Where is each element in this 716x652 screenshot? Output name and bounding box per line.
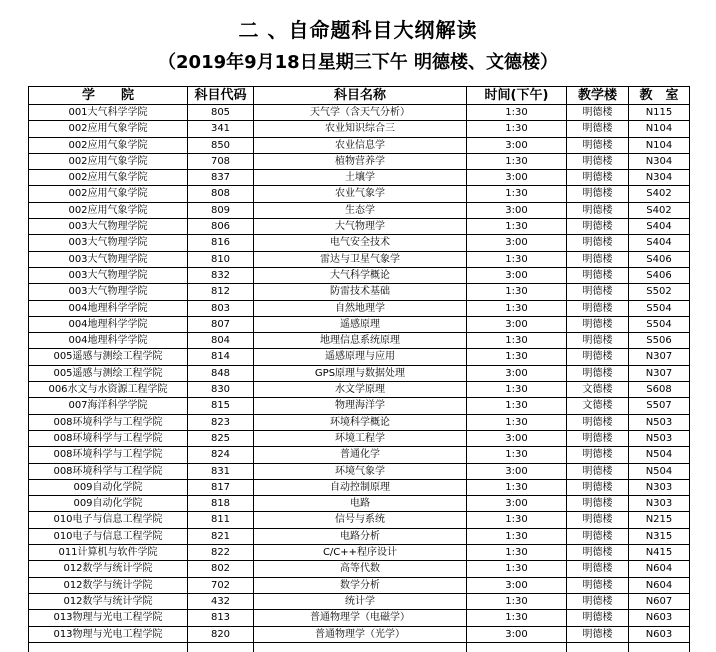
cell-college: 003大气物理学院	[29, 235, 188, 251]
cell-college: 003大气物理学院	[29, 284, 188, 300]
cell-building: 明德楼	[567, 545, 629, 561]
cell-building: 明德楼	[567, 105, 629, 121]
cell-room: S504	[629, 316, 690, 332]
cell-room: S406	[629, 267, 690, 283]
cell-time: 1:30	[467, 414, 567, 430]
cell-college: 009自动化学院	[29, 479, 188, 495]
cell-subject-name: 物理海洋学	[254, 398, 467, 414]
cell-college: 011计算机与软件学院	[29, 545, 188, 561]
cell-time: 1:30	[467, 610, 567, 626]
cell-subject-name: C/C++程序设计	[254, 545, 467, 561]
cell-subject-code: 848	[188, 365, 254, 381]
cell-time: 3:00	[467, 463, 567, 479]
cell-time: 1:30	[467, 219, 567, 235]
cell-time: 3:00	[467, 137, 567, 153]
cell-building: 明德楼	[567, 349, 629, 365]
cell-subject-code: 808	[188, 186, 254, 202]
cell-subject-name: 农业知识综合三	[254, 121, 467, 137]
cell-subject-code: 812	[188, 284, 254, 300]
cell-room: N504	[629, 463, 690, 479]
cell-subject-name: 普通化学	[254, 447, 467, 463]
cell-building: 明德楼	[567, 414, 629, 430]
cell-room: N504	[629, 447, 690, 463]
cell-room: N215	[629, 512, 690, 528]
table-row	[29, 430, 690, 446]
cell-time: 3:00	[467, 430, 567, 446]
cell-time: 1:30	[467, 300, 567, 316]
cell-college: 004地理科学学院	[29, 333, 188, 349]
table-row	[29, 316, 690, 332]
cell-time: 1:30	[467, 186, 567, 202]
cell-subject-name: 电路分析	[254, 528, 467, 544]
cell-subject-code: 825	[188, 430, 254, 446]
cell-room: S402	[629, 202, 690, 218]
cell-building: 明德楼	[567, 626, 629, 642]
cell-room: N104	[629, 137, 690, 153]
table-row	[29, 447, 690, 463]
cell-subject-name: 农业信息学	[254, 137, 467, 153]
cell-time: 3:00	[467, 170, 567, 186]
cell-subject-code: 821	[188, 528, 254, 544]
cell-cutoff	[29, 642, 188, 652]
cell-college: 001大气科学学院	[29, 105, 188, 121]
cell-time: 1:30	[467, 512, 567, 528]
cell-subject-name: 电路	[254, 496, 467, 512]
cell-time: 1:30	[467, 528, 567, 544]
header-room: 教 室	[629, 87, 690, 105]
cell-room: N304	[629, 153, 690, 169]
cell-college: 003大气物理学院	[29, 267, 188, 283]
cell-subject-code: 708	[188, 153, 254, 169]
cell-building: 明德楼	[567, 365, 629, 381]
cell-subject-code: 432	[188, 593, 254, 609]
cell-room: S404	[629, 219, 690, 235]
table-body	[29, 105, 690, 652]
cell-subject-code: 830	[188, 382, 254, 398]
table-row	[29, 496, 690, 512]
cell-college: 009自动化学院	[29, 496, 188, 512]
cell-subject-code: 832	[188, 267, 254, 283]
table-row	[29, 235, 690, 251]
cell-room: S506	[629, 333, 690, 349]
header-subject-name: 科目名称	[254, 87, 467, 105]
cell-room: N304	[629, 170, 690, 186]
cell-subject-code: 810	[188, 251, 254, 267]
cell-subject-code: 823	[188, 414, 254, 430]
cell-college: 002应用气象学院	[29, 137, 188, 153]
table-row	[29, 202, 690, 218]
cell-building: 明德楼	[567, 430, 629, 446]
cell-subject-name: 防雷技术基础	[254, 284, 467, 300]
cell-building: 明德楼	[567, 333, 629, 349]
table-row	[29, 137, 690, 153]
table-row	[29, 121, 690, 137]
cell-subject-name: 数学分析	[254, 577, 467, 593]
cell-subject-name: 高等代数	[254, 561, 467, 577]
cell-room: N604	[629, 561, 690, 577]
cell-time: 3:00	[467, 365, 567, 381]
table-row	[29, 479, 690, 495]
cell-college: 008环境科学与工程学院	[29, 447, 188, 463]
cell-building: 明德楼	[567, 219, 629, 235]
cell-subject-name: 电气安全技术	[254, 235, 467, 251]
cell-subject-name: 土壤学	[254, 170, 467, 186]
header-building: 教学楼	[567, 87, 629, 105]
cell-subject-code: 824	[188, 447, 254, 463]
cell-room: N503	[629, 414, 690, 430]
table-row-cutoff	[29, 642, 690, 652]
cell-room: N115	[629, 105, 690, 121]
cell-subject-code: 816	[188, 235, 254, 251]
cell-building: 明德楼	[567, 496, 629, 512]
cell-subject-name: 生态学	[254, 202, 467, 218]
cell-subject-name: 天气学（含天气分析）	[254, 105, 467, 121]
cell-room: S406	[629, 251, 690, 267]
cell-subject-code: 813	[188, 610, 254, 626]
cell-building: 明德楼	[567, 267, 629, 283]
table-row	[29, 593, 690, 609]
cell-subject-code: 820	[188, 626, 254, 642]
cell-building: 文德楼	[567, 382, 629, 398]
cell-building: 明德楼	[567, 153, 629, 169]
cell-subject-name: 普通物理学（电磁学）	[254, 610, 467, 626]
cell-subject-name: 环境科学概论	[254, 414, 467, 430]
table-row	[29, 382, 690, 398]
cell-college: 013物理与光电工程学院	[29, 610, 188, 626]
cell-time: 3:00	[467, 577, 567, 593]
cell-subject-name: 自然地理学	[254, 300, 467, 316]
cell-building: 明德楼	[567, 447, 629, 463]
table-row	[29, 153, 690, 169]
cell-building: 明德楼	[567, 137, 629, 153]
cell-college: 008环境科学与工程学院	[29, 414, 188, 430]
page-subtitle: （2019年9月18日星期三下午 明德楼、文德楼）	[158, 52, 558, 73]
cell-college: 008环境科学与工程学院	[29, 463, 188, 479]
cell-cutoff	[567, 642, 629, 652]
table-row	[29, 170, 690, 186]
cell-college: 005遥感与测绘工程学院	[29, 349, 188, 365]
table-row	[29, 365, 690, 381]
cell-college: 003大气物理学院	[29, 251, 188, 267]
table-row	[29, 219, 690, 235]
cell-building: 明德楼	[567, 593, 629, 609]
cell-college: 002应用气象学院	[29, 170, 188, 186]
cell-subject-code: 341	[188, 121, 254, 137]
cell-college: 005遥感与测绘工程学院	[29, 365, 188, 381]
table-row	[29, 626, 690, 642]
table-row	[29, 333, 690, 349]
cell-room: N603	[629, 626, 690, 642]
table-row	[29, 577, 690, 593]
table-row	[29, 349, 690, 365]
cell-subject-code: 822	[188, 545, 254, 561]
cell-subject-code: 804	[188, 333, 254, 349]
cell-college: 002应用气象学院	[29, 121, 188, 137]
cell-subject-code: 806	[188, 219, 254, 235]
cell-college: 002应用气象学院	[29, 202, 188, 218]
cell-subject-name: 农业气象学	[254, 186, 467, 202]
cell-time: 1:30	[467, 382, 567, 398]
table-row	[29, 414, 690, 430]
cell-time: 3:00	[467, 316, 567, 332]
cell-room: S608	[629, 382, 690, 398]
cell-building: 明德楼	[567, 610, 629, 626]
cell-building: 明德楼	[567, 251, 629, 267]
table-row	[29, 512, 690, 528]
cell-time: 1:30	[467, 105, 567, 121]
cell-building: 明德楼	[567, 284, 629, 300]
cell-subject-code: 837	[188, 170, 254, 186]
cell-time: 3:00	[467, 202, 567, 218]
cell-time: 3:00	[467, 626, 567, 642]
table-row	[29, 284, 690, 300]
cell-time: 3:00	[467, 235, 567, 251]
cell-room: S504	[629, 300, 690, 316]
cell-room: N315	[629, 528, 690, 544]
cell-subject-name: 大气物理学	[254, 219, 467, 235]
cell-subject-code: 831	[188, 463, 254, 479]
cell-room: S502	[629, 284, 690, 300]
cell-subject-name: 地理信息系统原理	[254, 333, 467, 349]
table-row	[29, 300, 690, 316]
cell-subject-name: 普通物理学（光学）	[254, 626, 467, 642]
header-time: 时间(下午)	[467, 87, 567, 105]
cell-subject-name: 雷达与卫星气象学	[254, 251, 467, 267]
table-row	[29, 528, 690, 544]
cell-building: 明德楼	[567, 512, 629, 528]
cell-subject-code: 805	[188, 105, 254, 121]
cell-time: 1:30	[467, 593, 567, 609]
cell-subject-name: 大气科学概论	[254, 267, 467, 283]
cell-subject-name: 环境气象学	[254, 463, 467, 479]
table-row	[29, 267, 690, 283]
cell-room: N307	[629, 349, 690, 365]
cell-room: N603	[629, 610, 690, 626]
cell-building: 明德楼	[567, 577, 629, 593]
cell-time: 1:30	[467, 349, 567, 365]
cell-college: 010电子与信息工程学院	[29, 512, 188, 528]
cell-building: 明德楼	[567, 235, 629, 251]
cell-college: 012数学与统计学院	[29, 561, 188, 577]
cell-subject-code: 818	[188, 496, 254, 512]
cell-room: S402	[629, 186, 690, 202]
cell-time: 1:30	[467, 561, 567, 577]
cell-subject-code: 803	[188, 300, 254, 316]
cell-college: 006水文与水资源工程学院	[29, 382, 188, 398]
cell-college: 004地理科学学院	[29, 300, 188, 316]
cell-subject-name: 植物营养学	[254, 153, 467, 169]
cell-room: N307	[629, 365, 690, 381]
header-college: 学 院	[29, 87, 188, 105]
cell-room: N303	[629, 479, 690, 495]
table-row	[29, 251, 690, 267]
cell-subject-name: 自动控制原理	[254, 479, 467, 495]
cell-time: 1:30	[467, 284, 567, 300]
cell-room: N303	[629, 496, 690, 512]
cell-time: 3:00	[467, 496, 567, 512]
table-header-row	[29, 87, 690, 105]
cell-building: 明德楼	[567, 170, 629, 186]
cell-room: S404	[629, 235, 690, 251]
cell-building: 明德楼	[567, 479, 629, 495]
cell-room: N607	[629, 593, 690, 609]
exam-schedule-table	[28, 86, 690, 652]
cell-room: N604	[629, 577, 690, 593]
cell-subject-code: 809	[188, 202, 254, 218]
cell-cutoff	[629, 642, 690, 652]
cell-subject-name: 统计学	[254, 593, 467, 609]
cell-time: 3:00	[467, 267, 567, 283]
cell-subject-code: 807	[188, 316, 254, 332]
cell-building: 明德楼	[567, 300, 629, 316]
cell-subject-name: 信号与系统	[254, 512, 467, 528]
cell-building: 明德楼	[567, 121, 629, 137]
cell-time: 1:30	[467, 121, 567, 137]
cell-time: 1:30	[467, 447, 567, 463]
cell-college: 007海洋科学学院	[29, 398, 188, 414]
cell-college: 012数学与统计学院	[29, 593, 188, 609]
cell-time: 1:30	[467, 398, 567, 414]
cell-time: 1:30	[467, 153, 567, 169]
cell-college: 004地理科学学院	[29, 316, 188, 332]
cell-subject-code: 802	[188, 561, 254, 577]
cell-cutoff	[254, 642, 467, 652]
cell-time: 1:30	[467, 545, 567, 561]
cell-room: S507	[629, 398, 690, 414]
cell-building: 文德楼	[567, 398, 629, 414]
cell-cutoff	[467, 642, 567, 652]
cell-college: 003大气物理学院	[29, 219, 188, 235]
cell-building: 明德楼	[567, 528, 629, 544]
cell-subject-code: 814	[188, 349, 254, 365]
cell-room: N415	[629, 545, 690, 561]
cell-subject-code: 817	[188, 479, 254, 495]
cell-subject-name: GPS原理与数据处理	[254, 365, 467, 381]
cell-room: N503	[629, 430, 690, 446]
page-title: 二 、自命题科目大纲解读	[238, 18, 478, 42]
cell-time: 1:30	[467, 251, 567, 267]
cell-room: N104	[629, 121, 690, 137]
cell-college: 012数学与统计学院	[29, 577, 188, 593]
cell-building: 明德楼	[567, 463, 629, 479]
cell-subject-name: 遥感原理与应用	[254, 349, 467, 365]
cell-subject-code: 811	[188, 512, 254, 528]
cell-building: 明德楼	[567, 316, 629, 332]
cell-college: 013物理与光电工程学院	[29, 626, 188, 642]
cell-college: 002应用气象学院	[29, 153, 188, 169]
cell-building: 明德楼	[567, 202, 629, 218]
table-row	[29, 398, 690, 414]
cell-building: 明德楼	[567, 186, 629, 202]
table-row	[29, 545, 690, 561]
cell-college: 002应用气象学院	[29, 186, 188, 202]
cell-subject-name: 水文学原理	[254, 382, 467, 398]
cell-subject-name: 遥感原理	[254, 316, 467, 332]
cell-building: 明德楼	[567, 561, 629, 577]
table-row	[29, 561, 690, 577]
table-row	[29, 610, 690, 626]
cell-subject-code: 850	[188, 137, 254, 153]
cell-time: 1:30	[467, 479, 567, 495]
table-row	[29, 105, 690, 121]
cell-college: 010电子与信息工程学院	[29, 528, 188, 544]
cell-cutoff	[188, 642, 254, 652]
cell-subject-name: 环境工程学	[254, 430, 467, 446]
header-subject-code: 科目代码	[188, 87, 254, 105]
table-row	[29, 186, 690, 202]
table-row	[29, 463, 690, 479]
cell-college: 008环境科学与工程学院	[29, 430, 188, 446]
cell-time: 1:30	[467, 333, 567, 349]
cell-subject-code: 815	[188, 398, 254, 414]
cell-subject-code: 702	[188, 577, 254, 593]
